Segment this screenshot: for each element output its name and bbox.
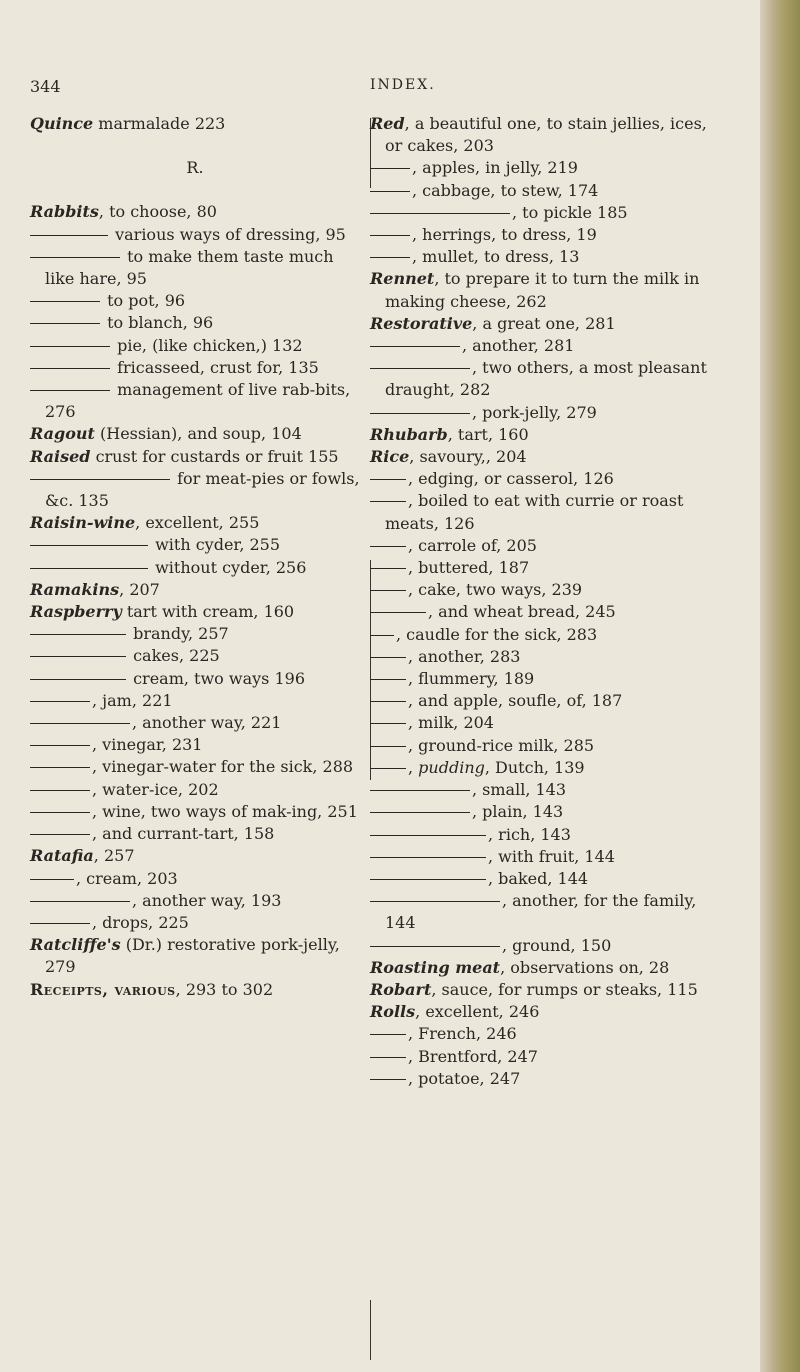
entry-text: , flummery, 189 [408, 669, 535, 689]
index-entry [30, 201, 360, 223]
entry-text: , drops, 225 [92, 912, 189, 932]
entry-text: , to prepare it to turn the milk in making cheese, 262 [385, 269, 700, 311]
ditto-dash [370, 590, 406, 591]
index-entry [370, 890, 710, 934]
index-entry [370, 712, 710, 734]
entry-headword: Ragout [30, 424, 95, 444]
entry-headword: Rabbits [30, 202, 99, 222]
index-entry [370, 446, 710, 468]
index-entry [370, 268, 710, 312]
entry-text: , Brentford, 247 [408, 1046, 538, 1066]
entry-text: , wine, two ways of mak-ing, 251 [92, 801, 358, 821]
ditto-dash [370, 746, 406, 747]
entry-text: , cream, 203 [76, 868, 178, 888]
entry-text: , excellent, 255 [135, 513, 260, 533]
ditto-dash [370, 768, 406, 769]
entry-text: , a great one, 281 [472, 313, 616, 333]
ditto-dash [370, 568, 406, 569]
index-entry [370, 868, 710, 890]
ditto-dash [370, 612, 426, 613]
entry-text: , tart, 160 [447, 424, 529, 444]
index-entry [30, 446, 360, 468]
entry-text: , two others, a most pleasant draught, 282 [385, 358, 707, 400]
index-entry [370, 202, 710, 224]
entry-text: , rich, 143 [488, 824, 571, 844]
ditto-dash [30, 790, 90, 791]
index-entry [30, 912, 360, 934]
ditto-dash [370, 901, 500, 902]
ditto-dash [30, 368, 110, 369]
entry-text: , ground-rice milk, 285 [408, 735, 595, 755]
index-entry [370, 535, 710, 557]
entry-text: , and apple, soufle, of, 187 [408, 691, 623, 711]
entry-text: tart with cream, 160 [121, 602, 295, 622]
index-entry [30, 312, 360, 334]
ditto-dash [370, 857, 486, 858]
entry-headword: Receipts, various [30, 979, 176, 999]
entry-text: , apples, in jelly, 219 [412, 158, 578, 178]
ditto-dash [370, 835, 486, 836]
index-entry [370, 468, 710, 490]
entry-text: , caudle for the sick, 283 [396, 624, 598, 644]
index-entry [370, 1046, 710, 1068]
index-entry [30, 668, 360, 690]
index-entry [30, 934, 360, 978]
index-entry [30, 890, 360, 912]
index-entry [30, 423, 360, 445]
index-entry [370, 935, 710, 957]
index-entry [30, 246, 360, 290]
ditto-dash [30, 812, 90, 813]
entry-text: , carrole of, 205 [408, 535, 537, 555]
index-entry [370, 690, 710, 712]
index-entry [370, 779, 710, 801]
entry-text: , with fruit, 144 [488, 846, 615, 866]
ditto-dash [30, 923, 90, 924]
entry-text: crust for custards or fruit 155 [90, 446, 339, 466]
index-entry [370, 601, 710, 623]
index-entry [30, 712, 360, 734]
index-entry [370, 557, 710, 579]
entry-text: , jam, 221 [92, 690, 173, 710]
ditto-dash [30, 235, 108, 236]
ditto-dash [30, 390, 110, 391]
ditto-dash [370, 1079, 406, 1080]
index-entry [30, 779, 360, 801]
entry-text: , sauce, for rumps or steaks, 115 [431, 979, 698, 999]
entry-text: , vinegar, 231 [92, 735, 203, 755]
entry-text: , [408, 757, 419, 777]
entry-text: , milk, 204 [408, 713, 494, 733]
index-entry [30, 845, 360, 867]
entry-text: , cabbage, to stew, 174 [412, 180, 599, 200]
index-entry [370, 424, 710, 446]
entry-text: , boiled to eat with currie or roast meats, 126 [385, 491, 684, 533]
ditto-dash [370, 879, 486, 880]
entry-text: , buttered, 187 [408, 558, 530, 578]
index-entry [30, 357, 360, 379]
entry-text: (Dr.) restorative pork-jelly, 279 [45, 935, 340, 977]
entry-text: , savoury,, 204 [409, 447, 527, 467]
ditto-dash [370, 501, 406, 502]
entry-headword: Restorative [370, 313, 473, 333]
section-letter [30, 157, 360, 179]
entry-text: , another, 281 [462, 336, 575, 356]
ditto-dash [30, 301, 100, 302]
ditto-dash [30, 834, 90, 835]
index-entry [370, 646, 710, 668]
entry-text: , excellent, 246 [415, 1002, 540, 1022]
entry-headword: Raspberry [30, 602, 122, 622]
ditto-dash [30, 323, 100, 324]
index-entry [370, 824, 710, 846]
entry-text: , another, 283 [408, 646, 521, 666]
entry-text: various ways of dressing, 95 [110, 224, 346, 244]
page-header [30, 77, 730, 99]
ditto-dash [370, 723, 406, 724]
ditto-dash [370, 191, 410, 192]
ditto-dash [30, 901, 130, 902]
index-entry [370, 180, 710, 202]
index-entry [370, 157, 710, 179]
entry-text: , small, 143 [472, 780, 567, 800]
entry-text: fricasseed, crust for, 135 [112, 357, 319, 377]
entry-text: , another way, 193 [132, 890, 282, 910]
entry-text: , another, for the family, 144 [385, 891, 697, 933]
entry-text: , Dutch, 139 [484, 757, 585, 777]
index-entry [30, 756, 360, 778]
entry-text: , 293 to 302 [175, 979, 274, 999]
entry-text: , potatoe, 247 [408, 1068, 521, 1088]
page-number: 344 [30, 77, 61, 96]
ditto-dash [370, 413, 470, 414]
entry-text: brandy, 257 [128, 624, 229, 644]
entry-text: to pot, 96 [102, 291, 186, 311]
entry-headword: Red [370, 114, 405, 133]
index-entry [30, 224, 360, 246]
ditto-dash [370, 635, 394, 636]
ditto-dash [370, 679, 406, 680]
entry-headword: Ratcliffe's [30, 935, 121, 955]
entry-headword: Ramakins [30, 579, 120, 599]
index-entry [370, 113, 710, 157]
entry-text: pie, (like chicken,) 132 [112, 335, 303, 355]
ditto-dash [30, 545, 148, 546]
ditto-dash [370, 213, 510, 214]
ditto-dash [370, 546, 406, 547]
index-entry [30, 113, 360, 135]
index-entry [370, 335, 710, 357]
index-entry [30, 579, 360, 601]
entry-text: , baked, 144 [488, 868, 589, 888]
entry-headword: Roasting meat [370, 957, 501, 977]
ditto-dash [30, 723, 130, 724]
index-entry [370, 1023, 710, 1045]
entry-text: , cake, two ways, 239 [408, 580, 583, 600]
ditto-dash [370, 812, 470, 813]
ditto-dash [30, 568, 148, 569]
ditto-dash [30, 679, 126, 680]
ditto-dash [370, 479, 406, 480]
entry-text: , edging, or casserol, 126 [408, 469, 614, 489]
index-entry [30, 734, 360, 756]
entry-text: , vinegar-water for the sick, 288 [92, 757, 354, 777]
index-entry [370, 579, 710, 601]
entry-text: , herrings, to dress, 19 [412, 225, 597, 245]
ditto-dash [30, 745, 90, 746]
entry-text: , plain, 143 [472, 802, 564, 822]
ditto-dash [370, 701, 406, 702]
entry-text: , 257 [93, 846, 135, 866]
page-edge-shadow [760, 0, 800, 1372]
entry-italic-word: pudding [418, 757, 485, 777]
ditto-dash [370, 1034, 406, 1035]
index-entry [370, 1001, 710, 1023]
entry-headword: Ratafia [30, 846, 94, 866]
index-entry [30, 290, 360, 312]
entry-headword: Raisin-wine [30, 513, 136, 533]
entry-text: , pork-jelly, 279 [472, 402, 597, 422]
entry-text: to make them taste much like hare, 95 [45, 246, 334, 289]
entry-text: cakes, 225 [128, 646, 220, 666]
index-entry [370, 846, 710, 868]
index-entry [30, 823, 360, 845]
entry-text: without cyder, 256 [150, 557, 307, 577]
entry-text: cream, two ways 196 [128, 668, 305, 688]
ditto-dash [370, 946, 500, 947]
index-column-left [30, 113, 360, 1001]
entry-headword: Rhubarb [370, 424, 448, 444]
running-title: INDEX. [370, 77, 436, 93]
index-entry [370, 668, 710, 690]
ditto-dash [370, 1057, 406, 1058]
ditto-dash [30, 656, 126, 657]
ditto-dash [370, 235, 410, 236]
index-entry [30, 979, 360, 1001]
entry-headword: Robart [370, 979, 432, 999]
ditto-dash [30, 767, 90, 768]
entry-text: marmalade 223 [93, 114, 226, 133]
index-entry [30, 379, 360, 423]
index-entry [30, 690, 360, 712]
ditto-dash [370, 657, 406, 658]
index-entry [370, 490, 710, 534]
ditto-dash [370, 168, 410, 169]
index-entry [30, 645, 360, 667]
entry-headword: Quince [30, 114, 94, 133]
index-entry [30, 601, 360, 623]
ditto-dash [30, 634, 126, 635]
index-entry [370, 1068, 710, 1090]
ditto-dash [370, 346, 460, 347]
index-entry [30, 623, 360, 645]
entry-text: , a beautiful one, to stain jellies, ices, or cakes, 203 [385, 114, 707, 156]
entry-headword: Rice [370, 447, 410, 467]
entry-headword: Rennet [370, 269, 435, 289]
index-entry [370, 957, 710, 979]
entry-text: , to pickle 185 [512, 202, 628, 222]
entry-text: , and wheat bread, 245 [428, 602, 616, 622]
ditto-dash [370, 368, 470, 369]
ditto-dash [30, 701, 90, 702]
column-bracket-rule [370, 1300, 371, 1360]
index-column-right [370, 113, 710, 1090]
index-entry [30, 801, 360, 823]
index-entry [370, 402, 710, 424]
index-entry [370, 246, 710, 268]
ditto-dash [30, 257, 120, 258]
entry-text: , 207 [119, 579, 160, 599]
index-entry [30, 468, 360, 512]
entry-headword: Rolls [370, 1002, 416, 1022]
index-entry [370, 979, 710, 1001]
entry-text: , French, 246 [408, 1024, 517, 1044]
index-entry [370, 735, 710, 757]
entry-text: , ground, 150 [502, 935, 612, 955]
entry-text: , another way, 221 [132, 713, 282, 733]
ditto-dash [370, 790, 470, 791]
entry-text: , and currant-tart, 158 [92, 824, 275, 844]
ditto-dash [370, 257, 410, 258]
index-entry [30, 534, 360, 556]
index-entry [30, 512, 360, 534]
index-entry [30, 335, 360, 357]
ditto-dash [30, 479, 170, 480]
index-entry [370, 224, 710, 246]
entry-text: , water-ice, 202 [92, 779, 219, 799]
entry-text: management of live rab-bits, 276 [45, 380, 351, 422]
entry-text: for meat-pies or fowls, &c. 135 [45, 468, 360, 511]
index-entry [370, 357, 710, 401]
index-entry [370, 801, 710, 823]
entry-text: to blanch, 96 [102, 313, 214, 333]
index-entry [370, 313, 710, 335]
entry-text: , mullet, to dress, 13 [412, 247, 580, 267]
entry-text: (Hessian), and soup, 104 [94, 424, 302, 444]
index-entry [370, 624, 710, 646]
entry-headword: Raised [30, 446, 91, 466]
entry-text: R. [186, 158, 204, 178]
ditto-dash [30, 879, 74, 880]
entry-text: , observations on, 28 [500, 957, 670, 977]
ditto-dash [30, 346, 110, 347]
entry-text: , to choose, 80 [98, 202, 217, 222]
entry-text: with cyder, 255 [150, 535, 281, 555]
index-entry [30, 868, 360, 890]
index-entry [370, 757, 710, 779]
index-entry [30, 557, 360, 579]
